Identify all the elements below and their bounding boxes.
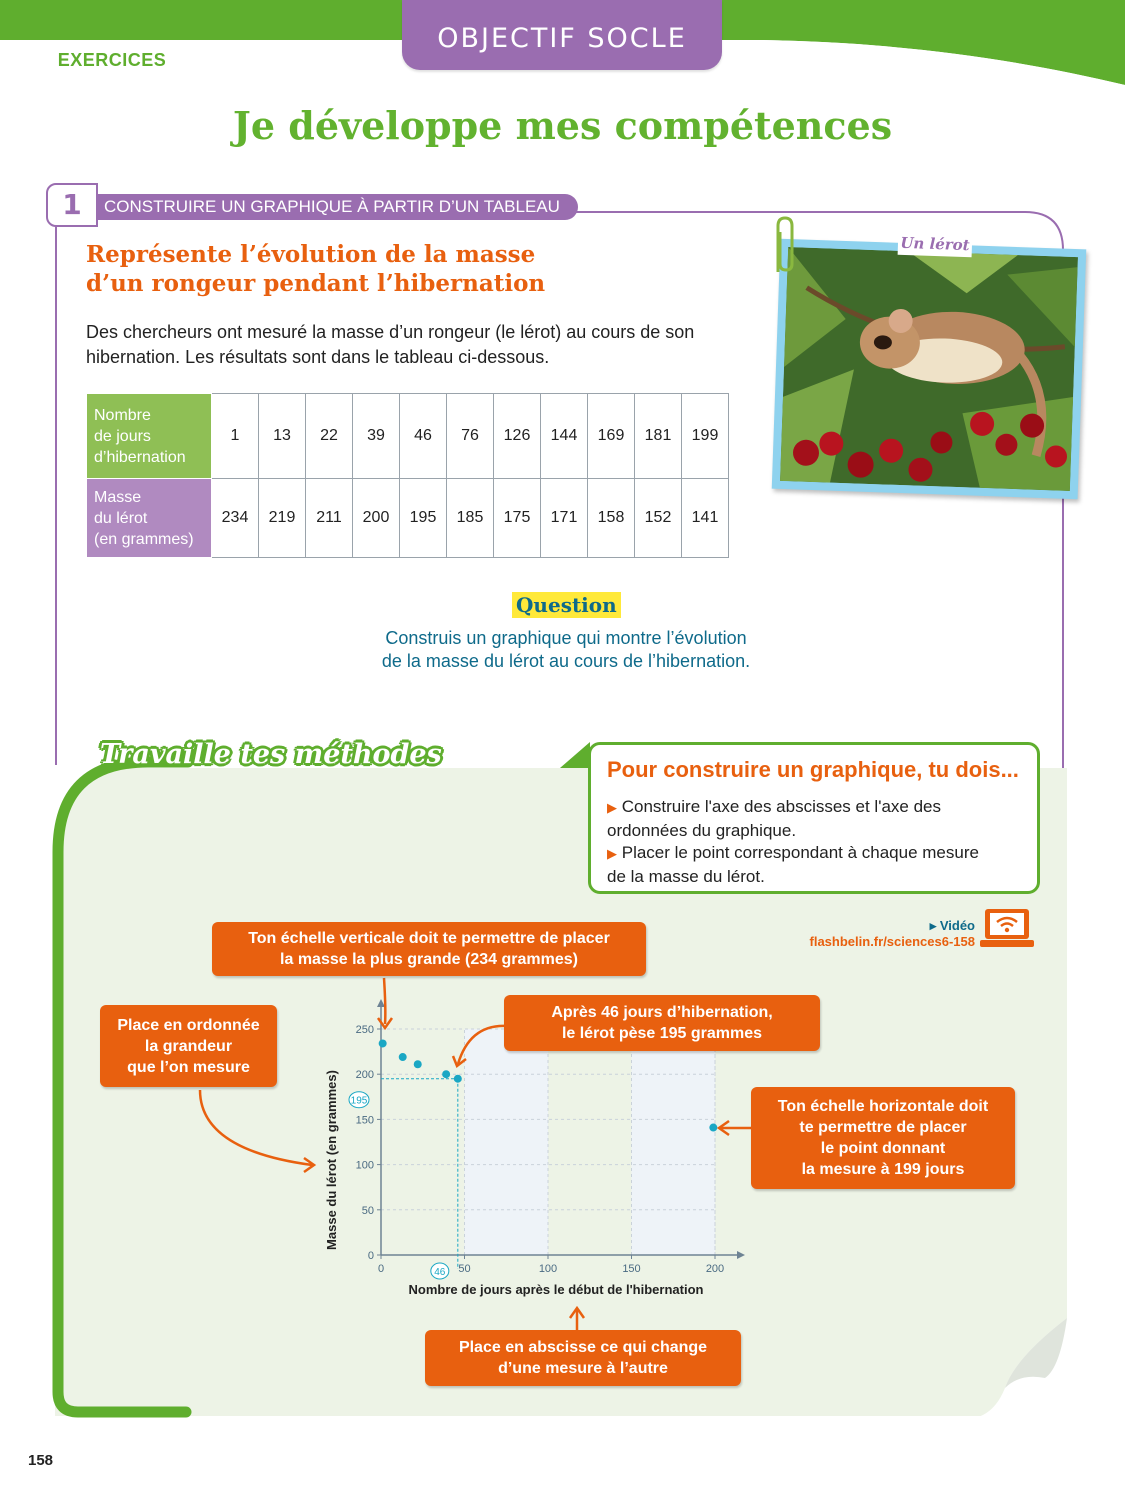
table-cell: 211 [306,479,353,558]
highlight-x-label: 46 [434,1267,446,1278]
callout-line: la masse la plus grande (234 grammes) [280,951,578,968]
intro-line: hibernation. Les résultats sont dans le tableau ci-dessous. [86,347,550,367]
highlight-y-label: 195 [350,1095,368,1107]
callout-line: Après 46 jours d’hibernation, [551,1004,773,1021]
table-cell: 1 [212,394,259,479]
table-cell: 181 [635,394,682,479]
table-cell: 171 [541,479,588,558]
table-cell: 195 [400,479,447,558]
callout-line: la grandeur [144,1037,233,1055]
table-cell: 76 [447,394,494,479]
table-row-masses [87,479,729,558]
callout-line: Ton échelle verticale doit te permettre de placer [248,930,610,947]
video-label[interactable]: ▸ Vidéo [929,918,975,933]
callout-point-46 [504,995,820,1051]
page-curl-decoration [975,1318,1067,1418]
table-cell: 13 [259,394,306,479]
y-axis-title: Masse du lérot (en grammes) [324,1070,339,1250]
heading-line: d’un rongeur pendant l’hibernation [86,270,546,297]
table-cell: 158 [588,479,635,558]
table-cell: 126 [494,394,541,479]
question-text [346,627,786,673]
exercise-number: 1 [46,183,98,227]
y-tick-label: 250 [355,1024,374,1036]
intro-text [86,320,746,370]
dormouse-photo [772,239,1087,500]
header-line: Masse [94,488,142,506]
skill-label: CONSTRUIRE UN GRAPHIQUE À PARTIR D’UN TABLEAU (D1) [96,194,578,220]
callout-ordinate [100,1005,277,1087]
page-number: 158 [28,1452,54,1469]
table-cell: 185 [447,479,494,558]
x-tick-label: 200 [705,1263,725,1275]
header-line: Nombre [94,406,151,424]
laptop-wifi-icon[interactable] [980,907,1034,949]
callout-horizontal-scale [751,1087,1015,1189]
step-text: de la masse du lérot. [607,867,765,886]
x-tick-label: 0 [377,1263,385,1275]
table-cell: 169 [588,394,635,479]
question-label: Question [512,592,621,618]
callout-line: Place en ordonnée [117,1016,260,1034]
callout-line: la mesure à 199 jours [801,1161,965,1178]
step-text: Placer le point correspondant à chaque mesure [621,843,979,862]
table-cell: 234 [212,479,259,558]
callout-vertical-scale [212,922,646,976]
page-title: Je développe mes compétences [232,103,893,148]
table-cell: 141 [682,479,729,558]
row-header-masses [87,479,212,558]
callout-line: Ton échelle horizontale doit [777,1098,989,1115]
callout-abscissa [425,1330,741,1386]
intro-line: Des chercheurs ont mesuré la masse d’un rongeur (le lérot) au cours de son [86,322,695,342]
video-link[interactable]: flashbelin.fr/sciences6-158 [809,934,975,949]
table-cell: 144 [541,394,588,479]
x-tick-label: 50 [458,1263,471,1275]
objectif-socle-banner: OBJECTIF SOCLE [402,0,722,70]
y-tick-label: 150 [355,1114,374,1127]
paperclip-icon [764,214,804,276]
table-cell: 22 [306,394,353,479]
exercices-tab: EXERCICES [52,44,172,76]
methods-green-bracket [48,752,198,1422]
table-cell: 152 [635,479,682,558]
step-text: Construire l'axe des abscisses et l'axe des [621,797,941,816]
callout-line: que l’on mesure [127,1058,250,1076]
y-tick-label: 0 [367,1250,374,1262]
callout-line: d’une mesure à l’autre [498,1360,668,1377]
method-box [588,742,1040,894]
y-tick-label: 100 [355,1159,374,1172]
header-line: (en grammes) [94,530,194,548]
callout-line: le lérot pèse 195 grammes [561,1025,763,1042]
heading-line: Représente l’évolution de la masse [86,241,536,268]
y-tick-label: 200 [355,1069,374,1082]
question-line: Construis un graphique qui montre l’évolution [385,628,747,648]
callout-line: Place en abscisse ce qui change [458,1339,708,1356]
triangle-right-icon: ▶ [607,800,617,815]
photo-caption: Un lérot [898,231,973,258]
method-step-2 [607,841,1027,888]
method-box-title: Pour construire un graphique, tu dois... [607,757,1019,782]
header-line: d’hibernation [94,448,186,466]
callout-line: te permettre de placer [799,1119,967,1136]
table-cell: 175 [494,479,541,558]
data-table [86,393,729,558]
step-text: ordonnées du graphique. [607,821,797,840]
y-tick-label: 50 [361,1204,374,1217]
triangle-right-icon: ▶ [607,846,617,861]
method-step-1 [607,795,1027,842]
x-tick-label: 100 [538,1263,558,1275]
table-cell: 200 [353,479,400,558]
exercise-heading [86,240,706,298]
header-line: de jours [94,427,151,445]
table-cell: 39 [353,394,400,479]
dormouse-image [780,247,1078,491]
question-line: de la masse du lérot au cours de l’hibernation. [381,651,751,671]
table-cell: 219 [259,479,306,558]
header-line: du lérot [94,509,148,527]
row-header-days [87,394,212,479]
table-row-days [87,394,729,479]
table-cell: 46 [400,394,447,479]
table-cell: 199 [682,394,729,479]
methods-title: Travaille tes méthodes [100,739,442,770]
x-axis-title: Nombre de jours après le début de l'hibernation [408,1282,704,1297]
x-tick-label: 150 [622,1263,641,1275]
callout-line: le point donnant [820,1140,946,1157]
